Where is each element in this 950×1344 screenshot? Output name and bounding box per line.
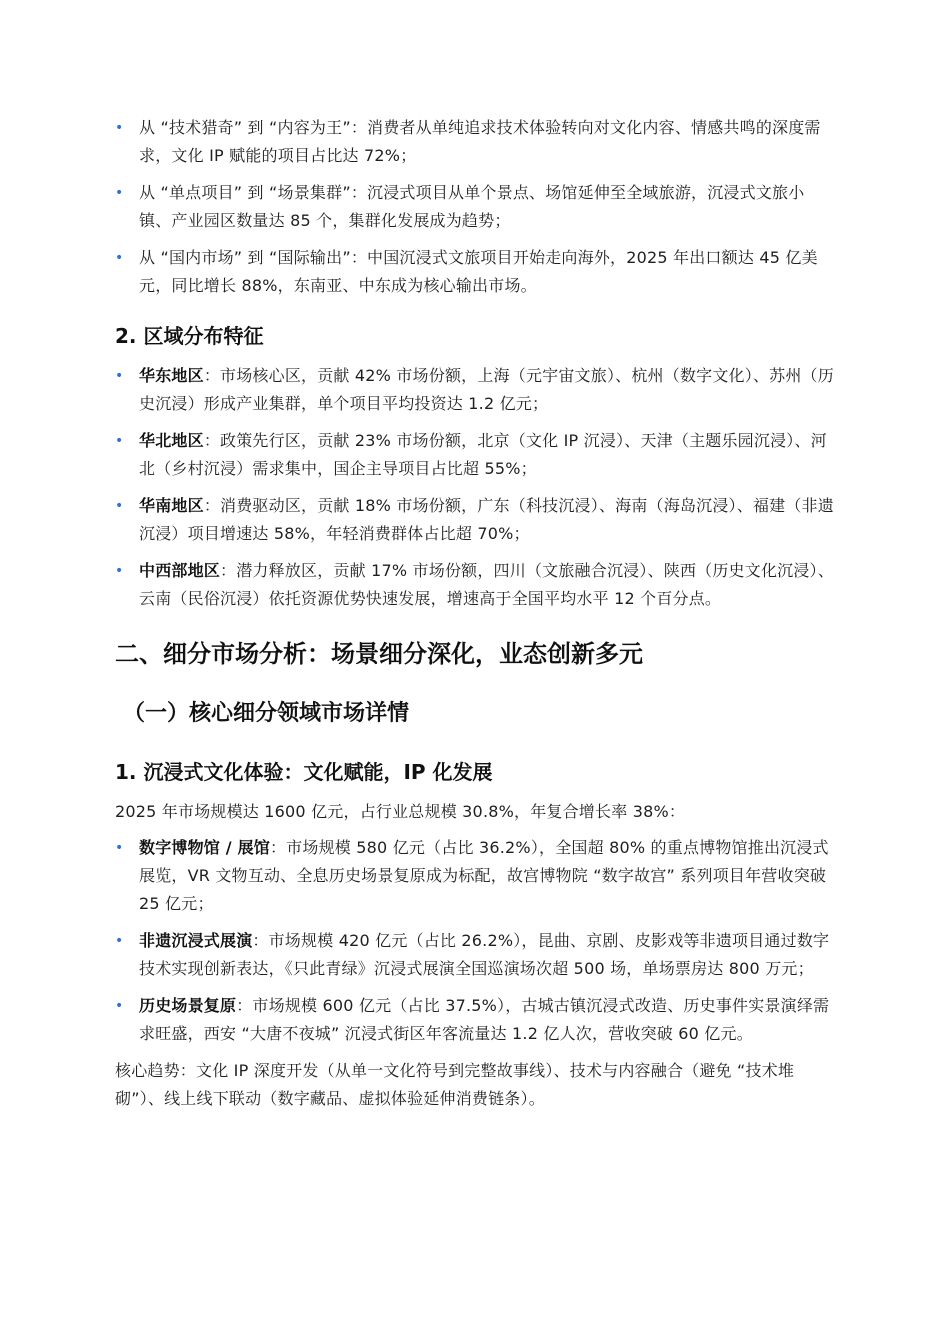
region-text: ：潜力释放区，贡献 17% 市场份额，四川（文旅融合沉浸）、陕西（历史文化沉浸）、云南（民俗沉浸）依托资源优势快速发展，增速高于全国平均水平 12 个百分点。	[139, 561, 834, 608]
culture-intro: 2025 年市场规模达 1600 亿元，占行业总规模 30.8%，年复合增长率 38%：	[115, 802, 686, 821]
trend-text: ：消费者从单纯追求技术体验转向对文化内容、情感共鸣的深度需求，文化 IP 赋能的项目占比达 72%；	[139, 118, 821, 165]
region-text: ：消费驱动区，贡献 18% 市场份额，广东（科技沉浸）、海南（海岛沉浸）、福建（非遗沉浸）项目增速达 58%，年轻消费群体占比超 70%；	[139, 496, 834, 543]
list-item	[115, 179, 835, 235]
list-item	[115, 492, 835, 548]
bullet-icon: •	[115, 933, 124, 949]
section-heading: 二、细分市场分析：场景细分深化，业态创新多元	[115, 640, 643, 668]
region-name: 中西部地区	[139, 561, 221, 580]
culture-item-name: 历史场景复原	[139, 996, 237, 1015]
list-item	[115, 244, 835, 300]
bullet-icon: •	[115, 840, 124, 856]
trend-list	[115, 114, 835, 300]
bullet-icon: •	[115, 498, 124, 514]
bullet-icon: •	[115, 433, 124, 449]
subsection-heading: （一）核心细分领域市场详情	[123, 701, 410, 726]
core-trend: 核心趋势：文化 IP 深度开发（从单一文化符号到完整故事线）、技术与内容融合（避免 “技术堆砌”）、线上线下联动（数字藏品、虚拟体验延伸消费链条）。	[115, 1061, 795, 1108]
culture-item-text: ：市场规模 580 亿元（占比 36.2%），全国超 80% 的重点博物馆推出沉浸式展览，VR 文物互动、全息历史场景复原成为标配，故宫博物院 “数字故宫” 系列项目年营收突破 25 亿元；	[139, 838, 829, 913]
bullet-icon: •	[115, 120, 124, 136]
list-item	[115, 427, 835, 483]
trend-lead: 从 “单点项目” 到 “场景集群”	[139, 183, 351, 202]
list-item	[115, 557, 835, 613]
bullet-icon: •	[115, 185, 124, 201]
region-heading: 2. 区域分布特征	[115, 324, 264, 348]
list-item	[115, 992, 835, 1048]
region-text: ：市场核心区，贡献 42% 市场份额，上海（元宇宙文旅）、杭州（数字文化）、苏州（历史沉浸）形成产业集群，单个项目平均投资达 1.2 亿元；	[139, 366, 834, 413]
culture-list	[115, 834, 835, 1048]
bullet-icon: •	[115, 250, 124, 266]
trend-lead: 从 “国内市场” 到 “国际输出”	[139, 248, 351, 267]
bullet-icon: •	[115, 368, 124, 384]
region-list	[115, 362, 835, 613]
region-name: 华南地区	[139, 496, 204, 515]
bullet-icon: •	[115, 563, 124, 579]
list-item	[115, 114, 835, 170]
culture-heading: 1. 沉浸式文化体验：文化赋能，IP 化发展	[115, 760, 493, 784]
trend-lead: 从 “技术猎奇” 到 “内容为王”	[139, 118, 351, 137]
culture-item-name: 非遗沉浸式展演	[139, 931, 253, 950]
region-name: 华东地区	[139, 366, 204, 385]
culture-item-text: ：市场规模 600 亿元（占比 37.5%），古城古镇沉浸式改造、历史事件实景演绎需求旺盛，西安 “大唐不夜城” 沉浸式街区年客流量达 1.2 亿人次，营收突破 60 亿元。	[139, 996, 830, 1043]
culture-item-name: 数字博物馆 / 展馆	[139, 838, 270, 857]
list-item	[115, 927, 835, 983]
trend-text: ：中国沉浸式文旅项目开始走向海外，2025 年出口额达 45 亿美元，同比增长 88%，东南亚、中东成为核心输出市场。	[139, 248, 818, 295]
region-name: 华北地区	[139, 431, 204, 450]
document-content	[115, 114, 835, 1113]
list-item	[115, 362, 835, 418]
region-text: ：政策先行区，贡献 23% 市场份额，北京（文化 IP 沉浸）、天津（主题乐园沉浸）、河北（乡村沉浸）需求集中，国企主导项目占比超 55%；	[139, 431, 827, 478]
culture-item-text: ：市场规模 420 亿元（占比 26.2%），昆曲、京剧、皮影戏等非遗项目通过数字技术实现创新表达，《只此青绿》沉浸式展演全国巡演场次超 500 场，单场票房达 800 万元；	[139, 931, 830, 978]
list-item	[115, 834, 835, 918]
trend-text: ：沉浸式项目从单个景点、场馆延伸至全域旅游，沉浸式文旅小镇、产业园区数量达 85 个，集群化发展成为趋势；	[139, 183, 805, 230]
bullet-icon: •	[115, 998, 124, 1014]
